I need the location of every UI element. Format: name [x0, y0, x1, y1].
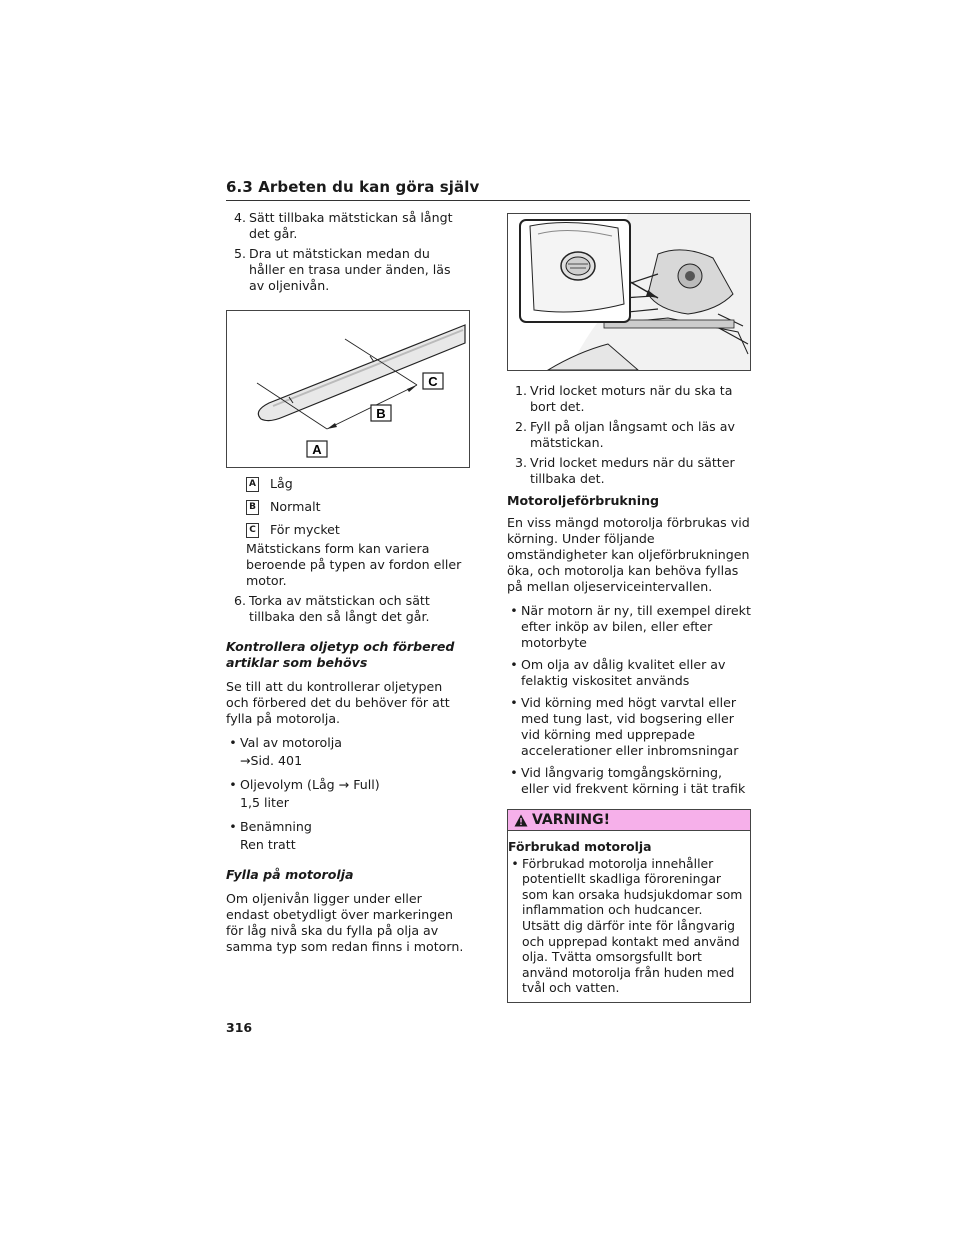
section-heading-consumption: Motoroljeförbrukning [507, 493, 660, 508]
section-heading-fill-oil: Fylla på motorolja [226, 867, 354, 882]
warning-triangle-icon [514, 814, 528, 827]
step-1: 1. Vrid locket moturs när du ska ta bort det. [514, 383, 733, 414]
dipstick-drawing [227, 311, 469, 467]
legend-item: B Normalt [246, 499, 468, 515]
header-divider [226, 200, 750, 201]
list-item: • Benämning [229, 819, 312, 834]
step-6: 6. Torka av mätstickan och sätt tillbaka den så långt det går. [233, 593, 430, 624]
engine-bay-illustration [507, 213, 751, 371]
legend-item: C För mycket [246, 522, 468, 538]
list-item: • När motorn är ny, till exempel direkt efter inköp av bilen, eller efter motorbyte [510, 603, 751, 650]
step-5: 5. Dra ut mätstickan medan du håller en trasa under änden, läs av oljenivån. [233, 246, 451, 293]
step-4: 4. Sätt tillbaka mätstickan så långt det går. [233, 210, 453, 241]
label-b: B [376, 406, 386, 421]
section-heading-oil-type: Kontrollera oljetyp och förbered artiklar som behövs [226, 639, 455, 670]
engine-bay-drawing [508, 214, 750, 370]
legend-key: A [246, 477, 259, 492]
legend-key: C [246, 523, 259, 538]
legend-key: B [246, 500, 259, 515]
warning-title: Förbrukad motorolja [508, 839, 652, 854]
warning-item: • Förbrukad motorolja innehåller potentiellt skadliga föroreningar som kan orsaka hudsjukdomar som inflammation och hudcancer. Utsätt dig därför inte för långvarig och upprepad kontakt med använd olja. Tvätta omsorgsfullt bort använd motorolja från huden med tvål och vatten. [511, 855, 743, 996]
warning-header [508, 810, 750, 831]
list-item: • Vid långvarig tomgångskörning, eller vid frekvent körning i tät trafik [510, 765, 746, 796]
paragraph: Se till att du kontrollerar oljetypen och förbered det du behöver för att fylla på motorolja. [226, 679, 450, 726]
paragraph: En viss mängd motorolja förbrukas vid körning. Under följande omständigheter kan oljeförbrukningen öka, och motorolja kan behöva fyllas på mellan oljeserviceintervallen. [507, 515, 750, 594]
list-item-value: 1,5 liter [240, 795, 289, 810]
step-3: 3. Vrid locket medurs när du sätter tillbaka det. [514, 455, 735, 486]
warning-label: VARNING! [532, 812, 611, 828]
list-item: • Val av motorolja [229, 735, 342, 750]
legend-item: A Låg [246, 476, 468, 492]
label-a: A [312, 442, 322, 457]
paragraph: Om oljenivån ligger under eller endast obetydligt över markeringen för låg nivå ska du fylla på olja av samma typ som redan finns i motorn. [226, 891, 464, 954]
page-number: 316 [226, 1020, 253, 1035]
dipstick-illustration [226, 310, 470, 468]
label-c: C [428, 374, 438, 389]
dipstick-legend [246, 476, 468, 538]
warning-content [508, 831, 750, 1002]
list-item: • Oljevolym (Låg → Full) [229, 777, 380, 792]
step-2: 2. Fyll på oljan långsamt och läs av mätstickan. [514, 419, 735, 450]
section-title: 6.3 Arbeten du kan göra själv [226, 178, 480, 196]
warning-box [507, 809, 751, 1003]
page-header [226, 178, 750, 196]
list-item: • Vid körning med högt varvtal eller med tung last, vid bogsering eller vid körning med upprepade accelerationer eller inbromsningar [510, 695, 739, 758]
right-column [507, 213, 751, 1003]
dipstick-note: Mätstickans form kan variera beroende på typen av fordon eller motor. [246, 541, 462, 588]
list-item: • Om olja av dålig kvalitet eller av felaktig viskositet används [510, 657, 726, 688]
list-item-value: Ren tratt [240, 837, 296, 852]
consumption-list [507, 603, 751, 797]
list-item-value: →Sid. 401 [240, 753, 303, 768]
left-column [226, 210, 468, 963]
refill-steps [507, 383, 751, 487]
